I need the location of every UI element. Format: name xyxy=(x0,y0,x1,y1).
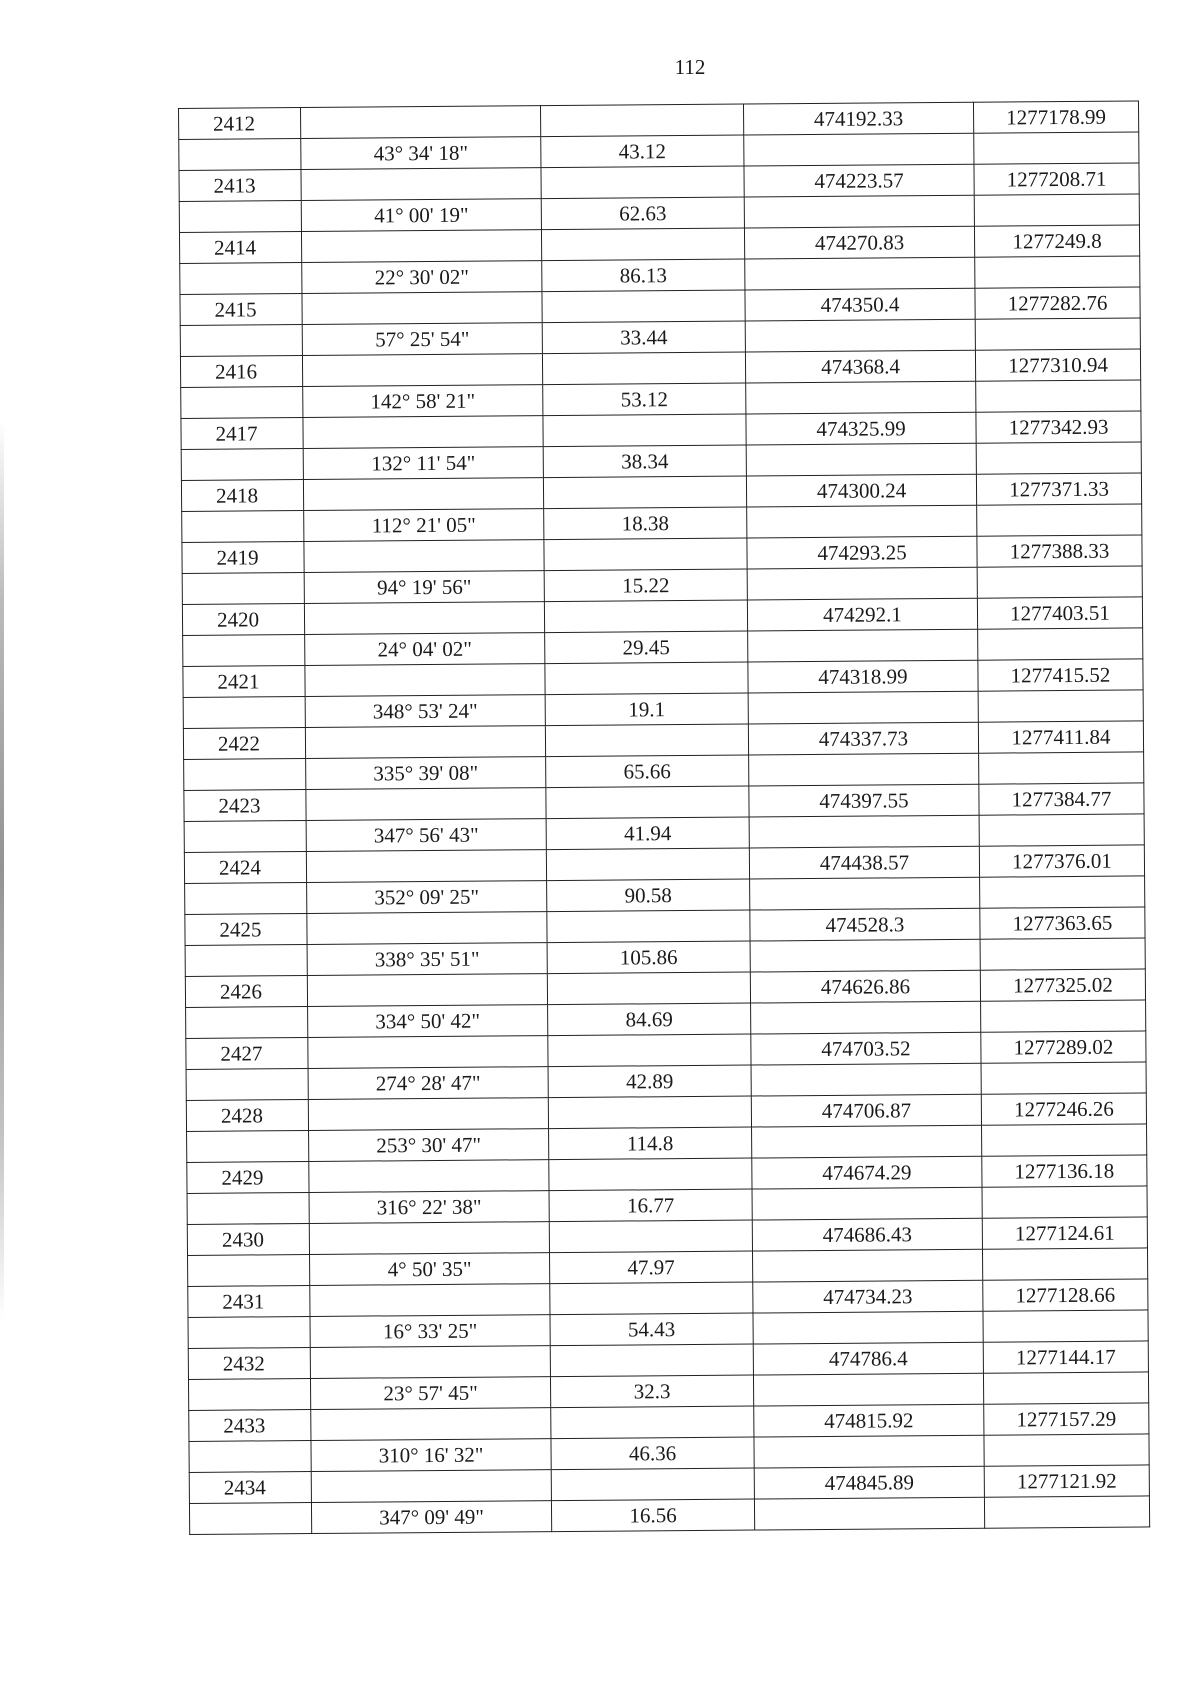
distance-blank-cell xyxy=(544,600,747,633)
y-blank-cell xyxy=(974,132,1139,164)
x-coordinate-cell: 474325.99 xyxy=(746,412,976,445)
point-number-cell: 2419 xyxy=(182,542,304,574)
distance-blank-cell xyxy=(547,910,750,943)
bearing-angle-cell: 274° 28' 47" xyxy=(308,1067,548,1100)
y-coordinate-cell: 1277249.8 xyxy=(974,225,1139,257)
x-coordinate-cell: 474845.89 xyxy=(754,1466,984,1499)
angle-blank-cell xyxy=(311,1408,551,1441)
x-coordinate-cell: 474337.73 xyxy=(748,722,978,755)
coordinates-table xyxy=(178,100,1150,1535)
y-coordinate-cell: 1277144.17 xyxy=(983,1341,1148,1373)
y-coordinate-cell: 1277388.33 xyxy=(977,535,1142,567)
x-blank-cell xyxy=(754,1435,984,1468)
y-blank-cell xyxy=(980,876,1145,908)
coordinates-table-wrapper xyxy=(178,100,1149,1567)
x-coordinate-cell: 474786.4 xyxy=(753,1342,983,1375)
y-blank-cell xyxy=(979,752,1144,784)
y-blank-cell xyxy=(980,938,1145,970)
point-number-cell: 2416 xyxy=(180,356,302,388)
distance-blank-cell xyxy=(540,104,743,137)
y-coordinate-cell: 1277376.01 xyxy=(979,845,1144,877)
angle-blank-cell xyxy=(310,1346,550,1379)
angle-blank-cell xyxy=(310,1284,550,1317)
y-blank-cell xyxy=(975,256,1140,288)
angle-blank-cell xyxy=(308,1036,548,1069)
x-coordinate-cell: 474300.24 xyxy=(746,474,976,507)
point-number-cell: 2421 xyxy=(183,666,305,698)
bearing-angle-cell: 316° 22' 38" xyxy=(309,1191,549,1224)
distance-cell: 18.38 xyxy=(544,507,747,540)
angle-blank-cell xyxy=(307,912,547,945)
bearing-angle-cell: 348° 53' 24" xyxy=(305,695,545,728)
point-blank-cell xyxy=(189,1502,311,1534)
distance-blank-cell xyxy=(547,972,750,1005)
x-coordinate-cell: 474368.4 xyxy=(745,350,975,383)
x-coordinate-cell: 474815.92 xyxy=(754,1404,984,1437)
y-coordinate-cell: 1277342.93 xyxy=(976,411,1141,443)
angle-blank-cell xyxy=(307,974,547,1007)
y-blank-cell xyxy=(981,1000,1146,1032)
y-blank-cell xyxy=(977,566,1142,598)
distance-blank-cell xyxy=(541,228,744,261)
x-coordinate-cell: 474438.57 xyxy=(749,846,979,879)
x-coordinate-cell: 474292.1 xyxy=(747,598,977,631)
x-blank-cell xyxy=(750,939,980,972)
x-coordinate-cell: 474192.33 xyxy=(743,102,973,135)
x-blank-cell xyxy=(749,753,979,786)
angle-blank-cell xyxy=(302,354,542,387)
bearing-angle-cell: 142° 58' 21" xyxy=(303,385,543,418)
distance-blank-cell xyxy=(541,166,744,199)
x-coordinate-cell: 474703.52 xyxy=(751,1032,981,1065)
y-blank-cell xyxy=(982,1186,1147,1218)
point-blank-cell xyxy=(187,1131,309,1163)
distance-cell: 114.8 xyxy=(549,1127,752,1160)
x-blank-cell xyxy=(752,1187,982,1220)
bearing-angle-cell: 132° 11' 54" xyxy=(303,447,543,480)
x-coordinate-cell: 474318.99 xyxy=(748,660,978,693)
bearing-angle-cell: 57° 25' 54" xyxy=(302,323,542,356)
y-coordinate-cell: 1277124.61 xyxy=(982,1217,1147,1249)
y-blank-cell xyxy=(976,380,1141,412)
distance-cell: 53.12 xyxy=(543,383,746,416)
angle-blank-cell xyxy=(309,1222,549,1255)
x-blank-cell xyxy=(752,1249,982,1282)
x-blank-cell xyxy=(747,567,977,600)
distance-cell: 41.94 xyxy=(546,817,749,850)
distance-cell: 38.34 xyxy=(543,445,746,478)
point-number-cell: 2427 xyxy=(186,1038,308,1070)
distance-cell: 43.12 xyxy=(541,135,744,168)
point-number-cell: 2434 xyxy=(189,1471,311,1503)
distance-blank-cell xyxy=(550,1344,753,1377)
distance-blank-cell xyxy=(550,1282,753,1315)
page-number: 112 xyxy=(674,55,706,79)
point-blank-cell xyxy=(188,1317,310,1349)
bearing-angle-cell: 43° 34' 18" xyxy=(301,137,541,170)
distance-cell: 47.97 xyxy=(550,1251,753,1284)
angle-blank-cell xyxy=(304,540,544,573)
distance-cell: 84.69 xyxy=(548,1003,751,1036)
y-coordinate-cell: 1277282.76 xyxy=(975,287,1140,319)
x-coordinate-cell: 474223.57 xyxy=(744,164,974,197)
point-blank-cell xyxy=(185,883,307,915)
bearing-angle-cell: 22° 30' 02" xyxy=(302,261,542,294)
point-number-cell: 2413 xyxy=(179,170,301,202)
y-coordinate-cell: 1277363.65 xyxy=(980,907,1145,939)
angle-blank-cell xyxy=(306,788,546,821)
point-blank-cell xyxy=(186,1007,308,1039)
angle-blank-cell xyxy=(303,416,543,449)
y-blank-cell xyxy=(975,318,1140,350)
distance-cell: 105.86 xyxy=(547,941,750,974)
distance-blank-cell xyxy=(549,1220,752,1253)
y-blank-cell xyxy=(983,1310,1148,1342)
distance-cell: 19.1 xyxy=(545,693,748,726)
point-number-cell: 2417 xyxy=(181,418,303,450)
point-number-cell: 2430 xyxy=(187,1224,309,1256)
point-number-cell: 2422 xyxy=(183,728,305,760)
x-coordinate-cell: 474686.43 xyxy=(752,1218,982,1251)
y-blank-cell xyxy=(978,690,1143,722)
point-blank-cell xyxy=(186,1069,308,1101)
bearing-angle-cell: 334° 50' 42" xyxy=(308,1005,548,1038)
y-coordinate-cell: 1277178.99 xyxy=(973,101,1138,133)
angle-blank-cell xyxy=(301,168,541,201)
y-blank-cell xyxy=(974,194,1139,226)
point-blank-cell xyxy=(185,945,307,977)
bearing-angle-cell: 112° 21' 05" xyxy=(304,509,544,542)
distance-cell: 29.45 xyxy=(545,631,748,664)
x-blank-cell xyxy=(749,815,979,848)
y-blank-cell xyxy=(978,628,1143,660)
x-blank-cell xyxy=(752,1125,982,1158)
point-blank-cell xyxy=(179,201,301,233)
point-blank-cell xyxy=(180,263,302,295)
distance-blank-cell xyxy=(542,352,745,385)
angle-blank-cell xyxy=(306,850,546,883)
x-blank-cell xyxy=(745,257,975,290)
x-blank-cell xyxy=(753,1311,983,1344)
x-coordinate-cell: 474528.3 xyxy=(750,908,980,941)
x-blank-cell xyxy=(753,1373,983,1406)
point-number-cell: 2420 xyxy=(182,604,304,636)
coordinates-table-body xyxy=(179,101,1150,1534)
scan-edge-shadow xyxy=(0,420,4,1320)
distance-blank-cell xyxy=(548,1034,751,1067)
point-blank-cell xyxy=(182,511,304,543)
x-coordinate-cell: 474350.4 xyxy=(745,288,975,321)
y-blank-cell xyxy=(979,814,1144,846)
x-coordinate-cell: 474734.23 xyxy=(753,1280,983,1313)
bearing-angle-cell: 23° 57' 45" xyxy=(310,1377,550,1410)
bearing-angle-cell: 41° 00' 19" xyxy=(301,199,541,232)
point-number-cell: 2412 xyxy=(179,108,301,140)
point-number-cell: 2425 xyxy=(185,914,307,946)
distance-cell: 46.36 xyxy=(551,1437,754,1470)
bearing-angle-cell: 338° 35' 51" xyxy=(307,943,547,976)
y-blank-cell xyxy=(983,1372,1148,1404)
distance-cell: 33.44 xyxy=(542,321,745,354)
point-blank-cell xyxy=(182,573,304,605)
point-blank-cell xyxy=(183,697,305,729)
distance-cell: 42.89 xyxy=(548,1065,751,1098)
angle-blank-cell xyxy=(305,726,545,759)
x-blank-cell xyxy=(751,1001,981,1034)
bearing-angle-cell: 24° 04' 02" xyxy=(305,633,545,666)
distance-blank-cell xyxy=(543,414,746,447)
distance-cell: 65.66 xyxy=(546,755,749,788)
distance-blank-cell xyxy=(551,1406,754,1439)
point-blank-cell xyxy=(184,759,306,791)
x-blank-cell xyxy=(746,381,976,414)
y-coordinate-cell: 1277157.29 xyxy=(984,1403,1149,1435)
distance-blank-cell xyxy=(546,786,749,819)
distance-cell: 32.3 xyxy=(550,1375,753,1408)
y-coordinate-cell: 1277411.84 xyxy=(978,721,1143,753)
distance-blank-cell xyxy=(551,1468,754,1501)
y-blank-cell xyxy=(982,1248,1147,1280)
distance-blank-cell xyxy=(548,1096,751,1129)
bearing-angle-cell: 253° 30' 47" xyxy=(309,1129,549,1162)
y-blank-cell xyxy=(976,442,1141,474)
angle-blank-cell xyxy=(303,478,543,511)
point-number-cell: 2415 xyxy=(180,294,302,326)
distance-blank-cell xyxy=(545,662,748,695)
point-number-cell: 2423 xyxy=(184,790,306,822)
angle-blank-cell xyxy=(302,292,542,325)
point-number-cell: 2428 xyxy=(186,1100,308,1132)
distance-cell: 15.22 xyxy=(544,569,747,602)
point-blank-cell xyxy=(179,139,301,171)
y-coordinate-cell: 1277310.94 xyxy=(975,349,1140,381)
y-coordinate-cell: 1277289.02 xyxy=(981,1031,1146,1063)
y-blank-cell xyxy=(981,1062,1146,1094)
distance-blank-cell xyxy=(546,848,749,881)
y-blank-cell xyxy=(982,1124,1147,1156)
distance-blank-cell xyxy=(549,1158,752,1191)
point-number-cell: 2433 xyxy=(189,1409,311,1441)
point-number-cell: 2426 xyxy=(185,976,307,1008)
point-blank-cell xyxy=(188,1378,310,1410)
bearing-angle-cell: 347° 09' 49" xyxy=(311,1501,551,1534)
distance-cell: 54.43 xyxy=(550,1313,753,1346)
point-blank-cell xyxy=(183,635,305,667)
point-number-cell: 2429 xyxy=(187,1162,309,1194)
distance-blank-cell xyxy=(543,476,746,509)
x-blank-cell xyxy=(747,505,977,538)
x-blank-cell xyxy=(748,691,978,724)
point-blank-cell xyxy=(181,449,303,481)
segment-row xyxy=(189,1496,1149,1535)
distance-cell: 90.58 xyxy=(547,879,750,912)
distance-blank-cell xyxy=(544,538,747,571)
bearing-angle-cell: 16° 33' 25" xyxy=(310,1315,550,1348)
y-coordinate-cell: 1277415.52 xyxy=(978,659,1143,691)
bearing-angle-cell: 310° 16' 32" xyxy=(311,1439,551,1472)
bearing-angle-cell: 335° 39' 08" xyxy=(306,757,546,790)
y-coordinate-cell: 1277384.77 xyxy=(979,783,1144,815)
point-blank-cell xyxy=(181,387,303,419)
angle-blank-cell xyxy=(311,1470,551,1503)
distance-cell: 16.77 xyxy=(549,1189,752,1222)
point-blank-cell xyxy=(188,1255,310,1287)
bearing-angle-cell: 94° 19' 56" xyxy=(304,571,544,604)
point-blank-cell xyxy=(184,821,306,853)
x-coordinate-cell: 474270.83 xyxy=(744,226,974,259)
point-number-cell: 2431 xyxy=(188,1286,310,1318)
y-blank-cell xyxy=(984,1496,1149,1528)
x-blank-cell xyxy=(754,1497,984,1530)
angle-blank-cell xyxy=(301,106,541,139)
angle-blank-cell xyxy=(305,664,545,697)
point-number-cell: 2418 xyxy=(181,480,303,512)
distance-cell: 16.56 xyxy=(551,1499,754,1532)
angle-blank-cell xyxy=(308,1098,548,1131)
y-coordinate-cell: 1277403.51 xyxy=(977,597,1142,629)
x-coordinate-cell: 474626.86 xyxy=(750,970,980,1003)
y-blank-cell xyxy=(984,1434,1149,1466)
point-number-cell: 2424 xyxy=(184,852,306,884)
x-blank-cell xyxy=(748,629,978,662)
x-coordinate-cell: 474293.25 xyxy=(747,536,977,569)
y-coordinate-cell: 1277128.66 xyxy=(983,1279,1148,1311)
x-blank-cell xyxy=(746,443,976,476)
x-blank-cell xyxy=(744,133,974,166)
angle-blank-cell xyxy=(301,230,541,263)
y-coordinate-cell: 1277246.26 xyxy=(981,1093,1146,1125)
x-blank-cell xyxy=(745,319,975,352)
x-coordinate-cell: 474397.55 xyxy=(749,784,979,817)
y-coordinate-cell: 1277325.02 xyxy=(980,969,1145,1001)
y-coordinate-cell: 1277121.92 xyxy=(984,1465,1149,1497)
x-coordinate-cell: 474674.29 xyxy=(752,1156,982,1189)
angle-blank-cell xyxy=(304,602,544,635)
bearing-angle-cell: 4° 50' 35" xyxy=(310,1253,550,1286)
x-blank-cell xyxy=(744,195,974,228)
y-coordinate-cell: 1277371.33 xyxy=(976,473,1141,505)
x-coordinate-cell: 474706.87 xyxy=(751,1094,981,1127)
x-blank-cell xyxy=(751,1063,981,1096)
angle-blank-cell xyxy=(309,1160,549,1193)
point-blank-cell xyxy=(187,1193,309,1225)
distance-blank-cell xyxy=(542,290,745,323)
x-blank-cell xyxy=(750,877,980,910)
y-blank-cell xyxy=(977,504,1142,536)
distance-cell: 86.13 xyxy=(542,259,745,292)
distance-cell: 62.63 xyxy=(541,197,744,230)
distance-blank-cell xyxy=(545,724,748,757)
bearing-angle-cell: 347° 56' 43" xyxy=(306,819,546,852)
y-coordinate-cell: 1277136.18 xyxy=(982,1155,1147,1187)
point-blank-cell xyxy=(180,325,302,357)
y-coordinate-cell: 1277208.71 xyxy=(974,163,1139,195)
bearing-angle-cell: 352° 09' 25" xyxy=(307,881,547,914)
point-blank-cell xyxy=(189,1440,311,1472)
point-number-cell: 2414 xyxy=(179,232,301,264)
point-number-cell: 2432 xyxy=(188,1347,310,1379)
